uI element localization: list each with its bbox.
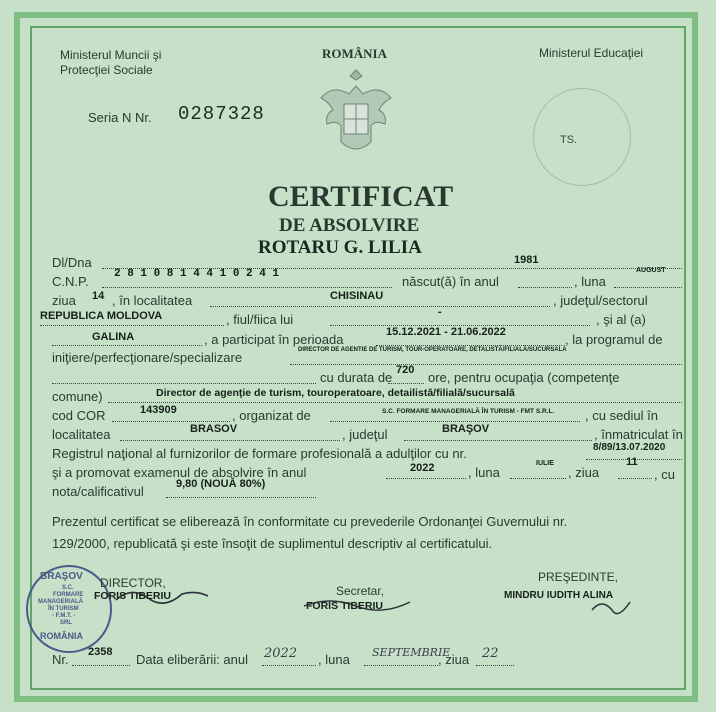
birth-year: 1981 <box>514 254 539 266</box>
period-value: 15.12.2021 - 21.06.2022 <box>386 326 506 338</box>
statement-line1: Prezentul certificat se eliberează în conformitate cu prevederile Ordonanţei Guvernului nr. <box>52 514 568 529</box>
stamp-line1: S.C. <box>62 585 74 591</box>
director-name: FORIS TIBERIU <box>94 590 172 602</box>
exam-day-label: , ziua <box>568 465 600 480</box>
county-label: , judeţul/sectorul <box>553 293 648 308</box>
ministry-left-line1: Ministerul Muncii şi <box>60 48 162 62</box>
registry-label: Registrul naţional al furnizorilor de formare profesională a adulţilor cu nr. <box>52 446 467 461</box>
stamp-line2: FORMARE <box>53 592 84 598</box>
birth-month: AUGUST <box>636 267 666 274</box>
and-of-label: , şi al (a) <box>596 312 646 327</box>
cor-label: cod COR <box>52 408 106 423</box>
duration-value: 720 <box>396 364 415 376</box>
stamp-line4: ÎN TURISM <box>48 606 79 612</box>
with-label: , cu <box>654 467 675 482</box>
ministry-left-line2: Protecţiei Sociale <box>60 63 153 77</box>
registry-number: 8/89/13.07.2020 <box>593 442 666 453</box>
issue-year: 2022 <box>264 646 298 661</box>
exam-month: IULIE <box>536 460 554 467</box>
attended-label: , a participat în perioada <box>204 332 344 347</box>
program-label: , la programul de <box>565 332 663 347</box>
registered-label: , înmatriculat în <box>594 427 683 442</box>
issue-month: SEPTEMBRIE <box>372 646 451 659</box>
grade-value: 9,80 (NOUĂ 80%) <box>176 478 266 490</box>
coat-of-arms-icon <box>315 64 397 160</box>
secretary-signature-icon <box>300 592 420 616</box>
organizer-value: S.C. FORMARE MANAGERIALĂ ÎN TURISM - FMT S.R.L. <box>382 408 555 415</box>
stamp-line3: MANAGERIALĂ <box>38 599 83 605</box>
grade-label: nota/calificativul <box>52 484 144 499</box>
stamp-bottom-text: ROMÂNIA <box>40 631 83 641</box>
duration-label: cu durata de <box>320 370 393 385</box>
seria-number: 0287328 <box>178 103 265 125</box>
day-label: ziua <box>52 293 76 308</box>
nr-value: 2358 <box>88 646 113 658</box>
cnp-value: 2 8 1 0 8 1 4 4 1 0 2 4 1 <box>114 268 280 280</box>
secretary-label: Secretar, <box>336 584 385 598</box>
seat-county: BRAŞOV <box>442 423 490 435</box>
ts-stamp-circle <box>533 88 631 186</box>
president-signature-icon <box>588 596 638 624</box>
certificate-title: CERTIFICAT <box>268 180 454 213</box>
birth-day: 14 <box>92 290 105 302</box>
program-type-label: iniţiere/perfecţionare/specializare <box>52 350 243 365</box>
birth-locality: CHISINAU <box>330 290 384 302</box>
hours-label: ore, pentru ocupaţia (competenţe <box>428 370 620 385</box>
birth-country: REPUBLICA MOLDOVA <box>40 310 163 322</box>
child-of-label: , fiul/fiica lui <box>226 312 294 327</box>
director-signature-icon <box>112 580 212 608</box>
seat-locality-label: localitatea <box>52 427 111 442</box>
issue-day-label: , ziua <box>438 652 470 667</box>
locality-label: , în localitatea <box>112 293 193 308</box>
exam-year: 2022 <box>410 462 435 474</box>
month-label: , luna <box>574 274 606 289</box>
common-label: comune) <box>52 389 103 404</box>
nr-label: Nr. <box>52 652 69 667</box>
cor-value: 143909 <box>140 404 177 416</box>
president-name: MINDRU IUDITH ALINA <box>504 590 614 601</box>
country-label: ROMÂNIA <box>322 46 387 61</box>
program-name: DIRECTOR DE AGENTIE DE TURISM, TOUR-OPERATOARE, DETALISTĂ/FILIALĂ/SUCURSALĂ <box>298 347 567 353</box>
organized-label: , organizat de <box>232 408 311 423</box>
seat-locality: BRASOV <box>190 423 238 435</box>
occupation-value: Director de agenţie de turism, touroperatoare, detailistă/filială/sucursală <box>156 387 515 399</box>
cnp-label: C.N.P. <box>52 274 89 289</box>
issue-day: 22 <box>482 646 499 661</box>
certificate-subtitle: DE ABSOLVIRE <box>279 215 420 236</box>
issue-month-label: , luna <box>318 652 350 667</box>
born-label: născut(ă) în anul <box>402 274 499 289</box>
exam-day: 11 <box>626 456 638 468</box>
ts-label: TS. <box>560 134 578 146</box>
statement-line2: 129/2000, republicată şi este însoţit de suplimentul descriptiv al certificatului. <box>52 536 493 551</box>
holder-name: ROTARU G. LILIA <box>258 237 422 258</box>
dl-dna-label: Dl/Dna <box>52 255 92 270</box>
seria-label: Seria N Nr. <box>88 110 152 125</box>
stamp-line6: SRL <box>60 620 72 626</box>
exam-month-label: , luna <box>468 465 500 480</box>
exam-label: şi a promovat examenul de absolvire în anul <box>52 465 307 480</box>
seat-county-label: , judeţul <box>342 427 388 442</box>
director-label: DIRECTOR, <box>100 576 166 590</box>
secretary-name: FORIS TIBERIU <box>306 600 384 612</box>
stamp-line5: - F.M.T. - <box>52 613 76 619</box>
ministry-right: Ministerul Educaţiei <box>539 46 644 60</box>
president-label: PREŞEDINTE, <box>538 570 619 584</box>
stamp-top-text: BRAŞOV <box>40 571 83 582</box>
seat-label: , cu sediul în <box>585 408 658 423</box>
father-dash: - <box>438 306 442 318</box>
issue-label: Data eliberării: anul <box>136 652 249 667</box>
mother-name: GALINA <box>92 331 135 343</box>
